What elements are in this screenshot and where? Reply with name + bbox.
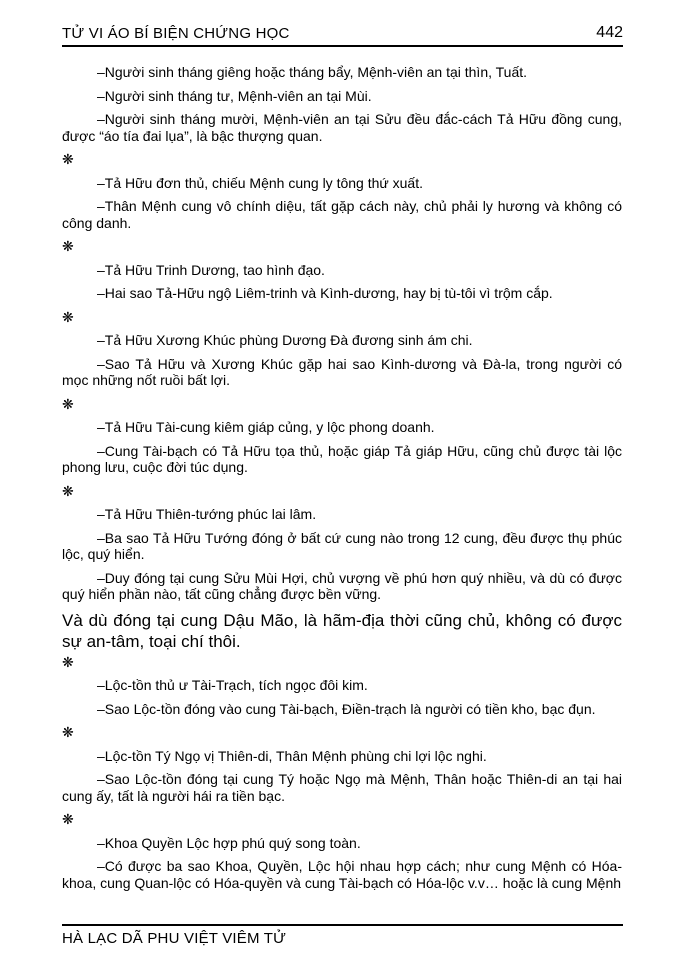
body-paragraph: –Người sinh tháng mười, Mệnh-viên an tại Sửu đều đắc-cách Tả Hữu đồng cung, được “áo tía đai lụa”, là bậc thượng quan. xyxy=(62,111,622,144)
body-paragraph: –Người sinh tháng giêng hoặc tháng bẩy, Mệnh-viên an tại thìn, Tuất. xyxy=(97,64,528,80)
body-paragraph: –Tả Hữu Trinh Dương, tao hình đạo. xyxy=(97,261,325,278)
body-paragraph: –Lộc-tồn Tý Ngọ vị Thiên-di, Thân Mệnh phùng chi lợi lộc nghi. xyxy=(97,747,487,764)
body-paragraph: –Có được ba sao Khoa, Quyền, Lộc hội nhau hợp cách; như cung Mệnh có Hóa-khoa, cung Quan-lộc có Hóa-quyền và cung Tài-bạch có Hóa-lộc v.v… hoặc là cung Mệnh xyxy=(62,858,622,891)
section-separator-icon: ❋ xyxy=(62,238,74,254)
section-separator-icon: ❋ xyxy=(62,724,74,740)
body-paragraph: –Tả Hữu Xương Khúc phùng Dương Đà đương sinh ám chi. xyxy=(97,332,473,348)
body-paragraph: –Lộc-tồn thủ ư Tài-Trạch, tích ngọc đôi kim. xyxy=(97,677,368,693)
page-footer xyxy=(62,924,623,947)
page-number: 442 xyxy=(596,24,623,41)
body-paragraph: –Thân Mệnh cung vô chính diệu, tất gặp cách này, chủ phải ly hương và không có công danh. xyxy=(62,198,622,231)
body-paragraph: –Sao Lộc-tồn đóng vào cung Tài-bạch, Điền-trạch là người có tiền kho, bạc đụn. xyxy=(97,700,596,717)
section-separator-icon: ❋ xyxy=(62,395,74,412)
body-paragraph: –Hai sao Tả-Hữu ngộ Liêm-trinh và Kình-dương, hay bị tù-tôi vì trộm cắp. xyxy=(97,285,553,301)
body-paragraph: –Tả Hữu Tài-cung kiêm giáp củng, y lộc phong doanh. xyxy=(97,419,435,435)
footer-author: HÀ LẠC DÃ PHU VIỆT VIÊM TỬ xyxy=(62,930,287,947)
body-paragraph: –Sao Lộc-tồn đóng tại cung Tý hoặc Ngọ mà Mệnh, Thân hoặc Thiên-di an tại hai cung ấy, tất là người hái ra tiền bạc. xyxy=(62,771,622,804)
section-separator-icon: ❋ xyxy=(62,811,74,827)
body-paragraph: –Cung Tài-bạch có Tả Hữu tọa thủ, hoặc giáp Tả giáp Hữu, cũng chủ được tài lộc phong lưu, cuộc đời túc dụng. xyxy=(62,442,622,475)
body-paragraph: –Sao Tả Hữu và Xương Khúc gặp hai sao Kình-dương và Đà-la, trong người có mọc những nốt ruồi bất lợi. xyxy=(62,355,622,388)
body-paragraph: –Duy đóng tại cung Sửu Mùi Hợi, chủ vượng về phú hơn quý nhiều, và dù có được quý hiển phần nào, tất cũng chẳng được bền vững. xyxy=(62,569,622,602)
page-header xyxy=(62,24,623,47)
content xyxy=(62,64,622,898)
body-paragraph: –Tả Hữu đơn thủ, chiếu Mệnh cung ly tông thứ xuất. xyxy=(97,174,423,191)
body-paragraph: –Người sinh tháng tư, Mệnh-viên an tại Mùi. xyxy=(97,87,372,104)
body-paragraph: –Ba sao Tả Hữu Tướng đóng ở bất cứ cung nào trong 12 cung, đều được thụ phúc lộc, quý hiển. xyxy=(62,529,622,562)
emphasis-paragraph: Và dù đóng tại cung Dậu Mão, là hãm-địa thời cũng chủ, không có được sự an-tâm, toại chí thôi. xyxy=(62,610,622,651)
running-title: TỬ VI ÁO BÍ BIỆN CHỨNG HỌC xyxy=(62,25,290,42)
section-separator-icon: ❋ xyxy=(62,151,74,167)
section-separator-icon: ❋ xyxy=(62,482,74,499)
section-separator-icon: ❋ xyxy=(62,653,74,670)
body-paragraph: –Tả Hữu Thiên-tướng phúc lai lâm. xyxy=(97,506,317,522)
body-paragraph: –Khoa Quyền Lộc hợp phú quý song toàn. xyxy=(97,834,361,851)
section-separator-icon: ❋ xyxy=(62,308,74,325)
